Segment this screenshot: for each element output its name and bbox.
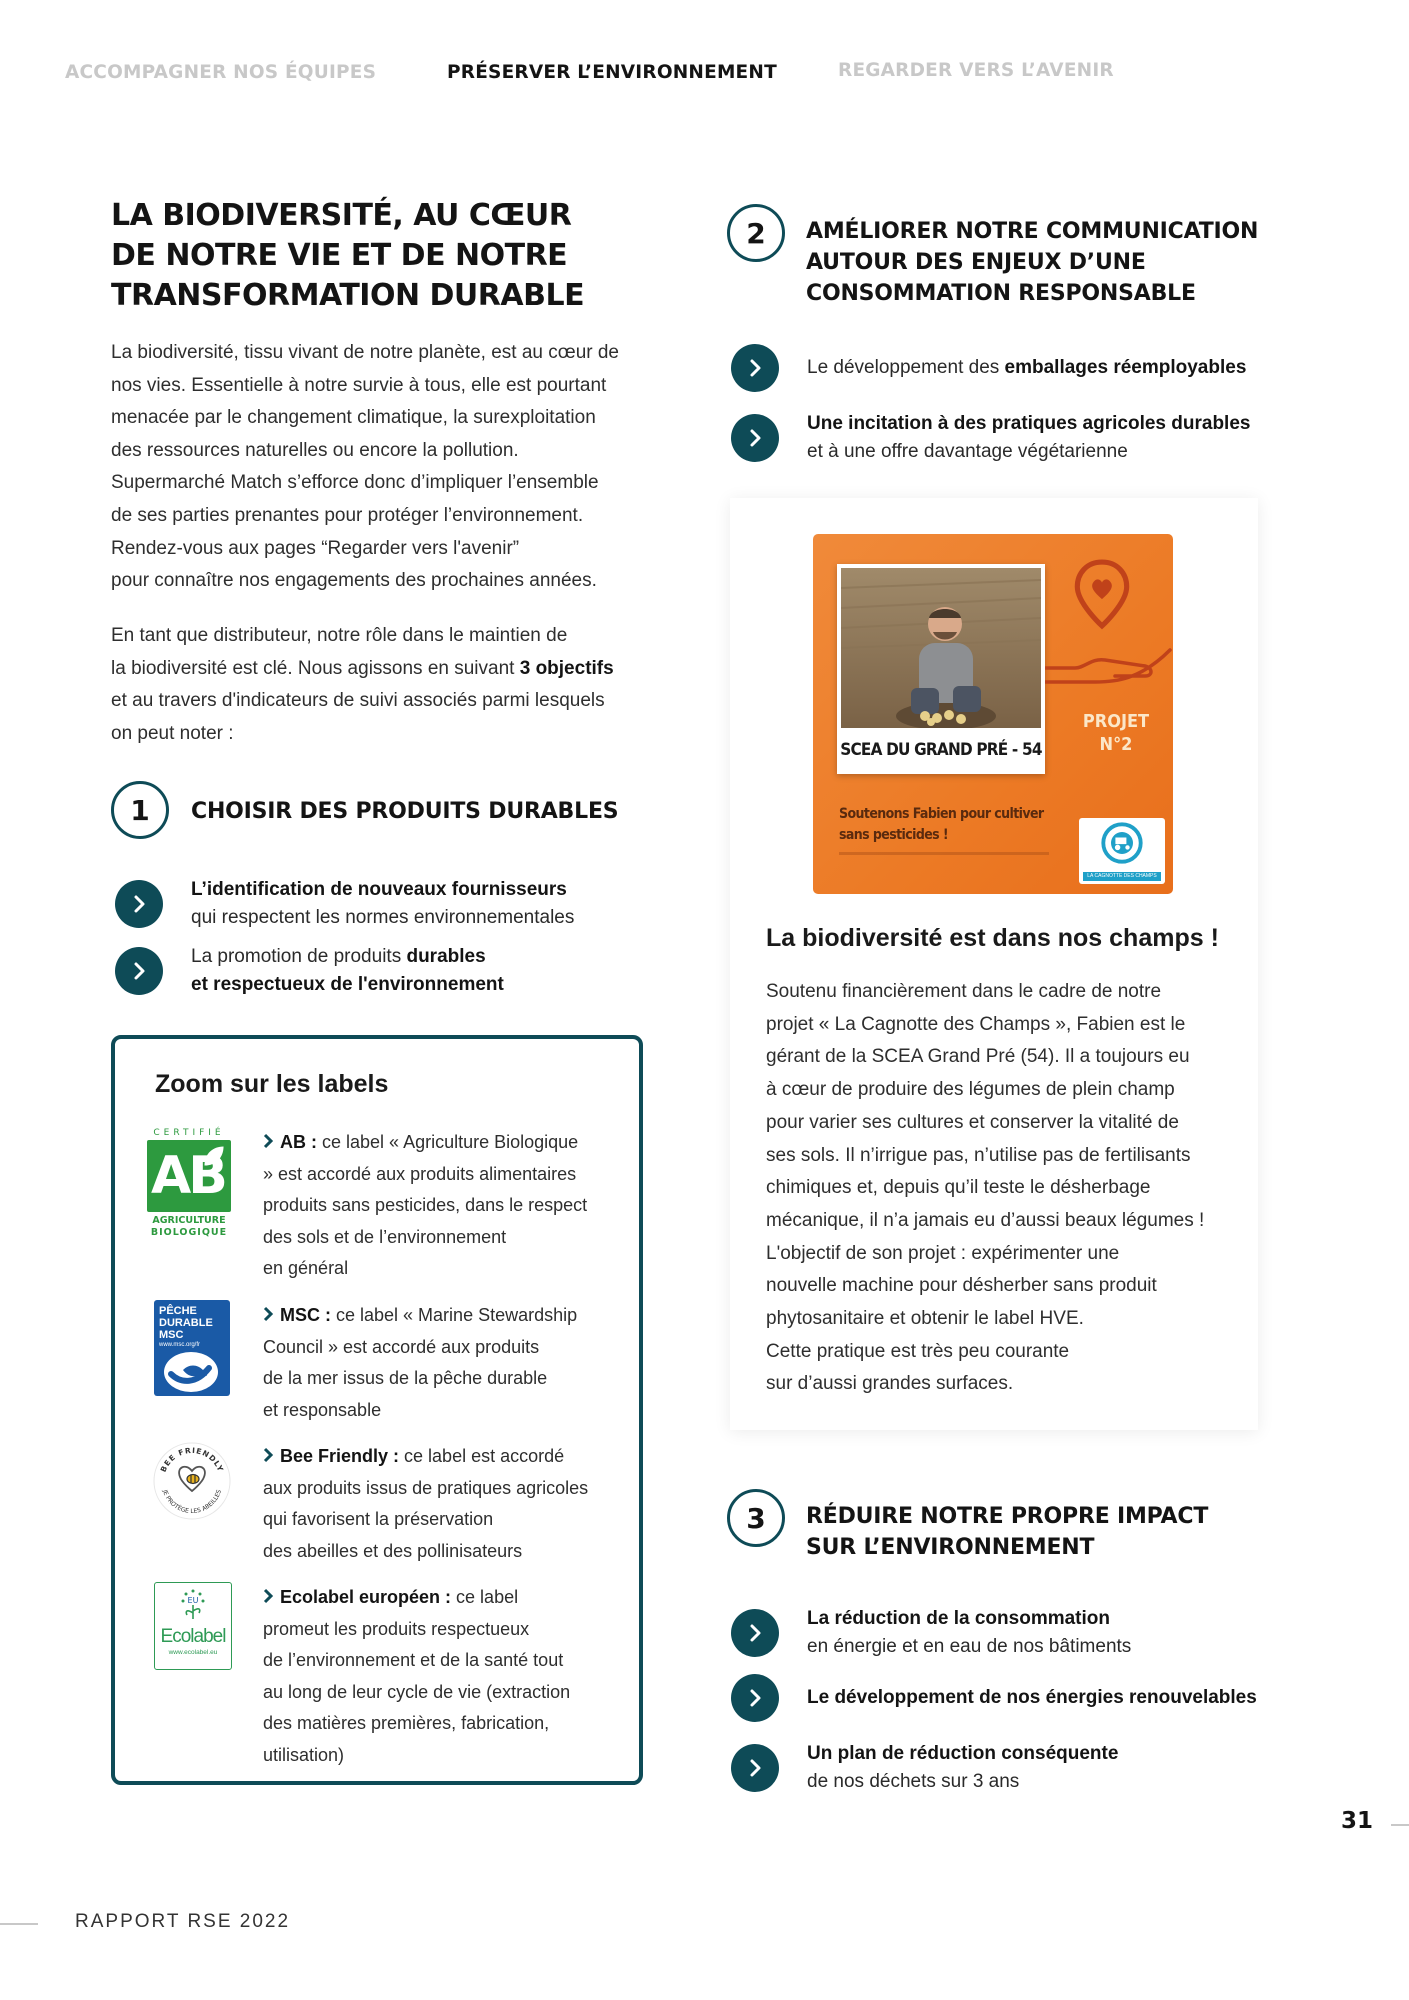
tab-preserver[interactable]: PRÉSERVER L’ENVIRONNEMENT <box>447 62 777 83</box>
eu-flower-icon <box>173 1587 213 1621</box>
objective-2-title: AMÉLIORER NOTRE COMMUNICATION AUTOUR DES ENJEUX D’UNE CONSOMMATION RESPONSABLE <box>806 219 1259 306</box>
farmer-photo-frame: SCEA DU GRAND PRÉ - 54 <box>837 564 1045 774</box>
project-card <box>730 498 1258 1430</box>
labels-box: Zoom sur les labels CERTIFIÉ AB AGRICULTURE BIOLOGIQUE AB : ce label « Agriculture Biologique » est accordé aux produits alimentaires produits sans pesticides, dans le respect des sols et de l’environnement en général PÊCHE DURABLE MSC www.msc.org/fr MSC : ce label « Marine Stewardship Council » est accordé aux produits de la mer issus de la pêche durable et responsable BEE FRIENDLY JE PROTÈGE LES ABEILLES Bee Friendly : ce label est accordé aux produits issus de pratiques agricoles qui favorisent la préservation des abeilles et des pollinisateurs EU Ecolabel www.ecolabel.eu Ecolabel européen : ce label promeut les produits respectueux de l’environnement et de la santé tout au long de leur cycle de vie (extraction des matières premières, fabrication, utilisation) <box>111 1035 643 1785</box>
objective-1-number: 1 <box>111 781 169 839</box>
card-body: Soutenu financièrement dans le cadre de notre projet « La Cagnotte des Champs », Fabien est le gérant de la SCEA Grand Pré (54). Il a toujours eu à cœur de produire des légumes de plein champ pour varier ses cultures et conserver la vitalité de ses sols. Il n’irrigue pas, n’utilise pas de fertilisants chimiques et, depuis qu’il teste le désherbage mécanique, il n’a jamais eu d’aussi beaux légumes ! L'objectif de son projet : expérimenter une nouvelle machine pour désherber sans produit phytosanitaire et obtenir le label HVE. Cette pratique est très peu courante sur d’aussi grandes surfaces. <box>766 981 1205 1395</box>
msc-logo: PÊCHE DURABLE MSC www.msc.org/fr <box>154 1300 230 1396</box>
project-poster <box>813 534 1173 894</box>
chevron-right-icon <box>731 1674 779 1722</box>
fish-check-icon <box>159 1350 223 1394</box>
tractor-icon <box>1100 821 1144 865</box>
chevron-right-icon <box>115 947 163 995</box>
objective-3-item-3: Un plan de réduction conséquente de nos déchets sur 3 ans <box>731 1740 1118 1795</box>
intro-paragraph-2: En tant que distributeur, notre rôle dans le maintien de la biodiversité est clé. Nous agissons en suivant 3 objectifs et au travers d'indicateurs de suivi associés parmi lesquels on peut noter : <box>111 625 614 744</box>
bee-friendly-logo <box>152 1441 232 1521</box>
objective-2-item-2: Une incitation à des pratiques agricoles durables et à une offre davantage végétarienne <box>731 410 1250 465</box>
chevron-right-icon <box>731 1744 779 1792</box>
chevron-right-icon <box>731 414 779 462</box>
svg-text:JE PROTÈGE LES ABEILLES: JE PROTÈGE LES ABEILLES <box>161 1488 224 1516</box>
tab-regarder[interactable]: REGARDER VERS L’AVENIR <box>838 60 1114 81</box>
chevron-right-icon <box>731 1609 779 1657</box>
cagnotte-logo: LA CAGNOTTE DES CHAMPS <box>1079 818 1165 884</box>
card-heading: La biodiversité est dans nos champs ! <box>766 924 1219 952</box>
objective-3-number: 3 <box>727 1489 785 1547</box>
page-number-rule <box>1391 1824 1409 1826</box>
map-pin-heart-icon <box>1071 558 1133 630</box>
objective-3-item-2: Le développement de nos énergies renouvelables <box>731 1674 1257 1722</box>
intro-paragraph-1: La biodiversité, tissu vivant de notre planète, est au cœur de nos vies. Essentielle à notre survie à tous, elle est pourtant menacée par le changement climatique, la surexploitation des ressources naturelles ou encore la pollution. Supermarché Match s’efforce donc d’impliquer l’ensemble de ses parties prenantes pour protéger l’environnement. Rendez-vous aux pages “Regarder vers l'avenir” pour connaître nos engagements des prochaines années. <box>111 342 619 592</box>
chevron-right-icon <box>263 1133 274 1149</box>
objective-1-item-2: La promotion de produits durables et respectueux de l'environnement <box>115 943 504 998</box>
farmer-photo <box>841 568 1041 728</box>
project-tagline: Soutenons Fabien pour cultiver sans pesticides ! <box>839 806 1044 843</box>
objective-3-title: RÉDUIRE NOTRE PROPRE IMPACT SUR L’ENVIRONNEMENT <box>806 1504 1209 1560</box>
objective-2-number: 2 <box>727 204 785 262</box>
page-number: 31 <box>1341 1808 1374 1834</box>
tab-accompagner[interactable]: ACCOMPAGNER NOS ÉQUIPES <box>65 62 377 83</box>
svg-text:EU: EU <box>187 1596 199 1605</box>
footer-report-title: RAPPORT RSE 2022 <box>75 1911 291 1932</box>
ecolabel-logo: EU Ecolabel www.ecolabel.eu <box>154 1582 232 1670</box>
chevron-right-icon <box>263 1306 274 1322</box>
page-title: LA BIODIVERSITÉ, AU CŒUR DE NOTRE VIE ET DE NOTRE TRANSFORMATION DURABLE <box>111 198 585 313</box>
svg-text:BEE FRIENDLY: BEE FRIENDLY <box>158 1445 226 1474</box>
objective-3-item-1: La réduction de la consommation en énergie et en eau de nos bâtiments <box>731 1605 1131 1660</box>
chevron-right-icon <box>731 344 779 392</box>
footer-rule <box>0 1923 38 1925</box>
objective-2-item-1: Le développement des emballages réemployables <box>731 344 1246 392</box>
chevron-right-icon <box>263 1588 274 1604</box>
ab-logo: CERTIFIÉ AB AGRICULTURE BIOLOGIQUE <box>146 1127 232 1242</box>
chevron-right-icon <box>263 1447 274 1463</box>
chevron-right-icon <box>115 880 163 928</box>
projet-badge: PROJET N°2 <box>1082 711 1150 755</box>
section-tabs <box>65 62 1125 92</box>
labels-box-title: Zoom sur les labels <box>155 1070 389 1098</box>
objective-1-title: CHOISIR DES PRODUITS DURABLES <box>191 799 619 824</box>
objective-1-item-1: L’identification de nouveaux fournisseurs qui respectent les normes environnementales <box>115 876 574 931</box>
hand-icon <box>1045 638 1173 688</box>
